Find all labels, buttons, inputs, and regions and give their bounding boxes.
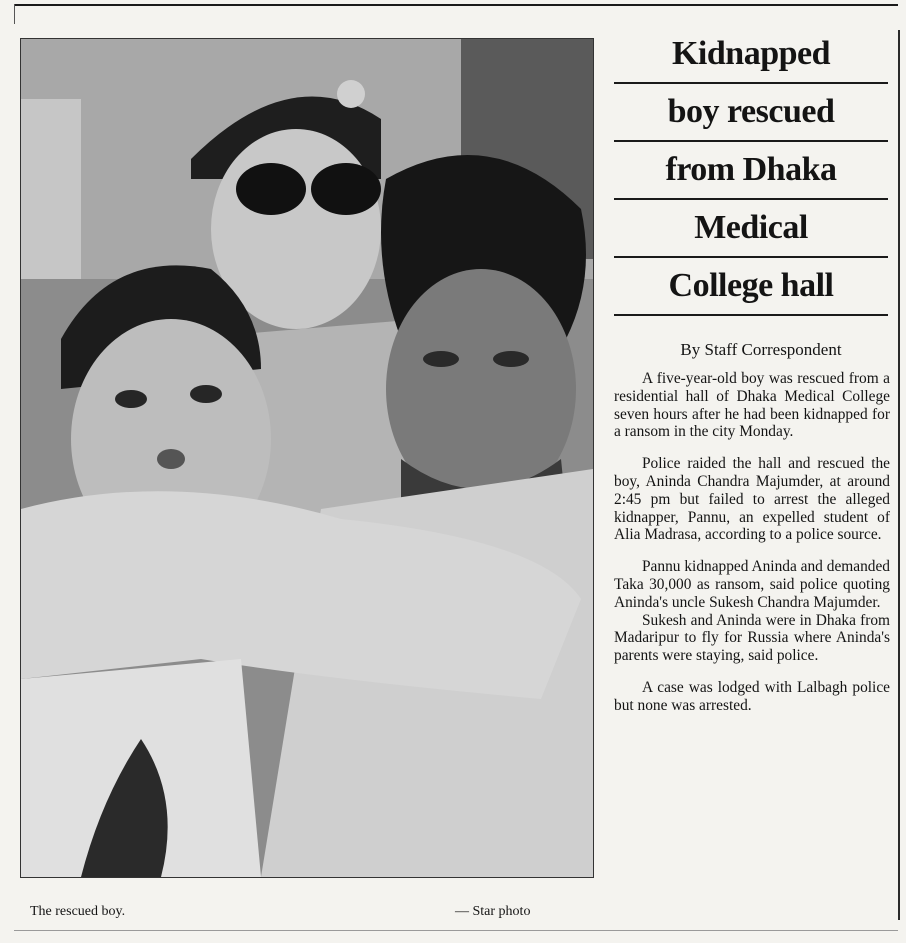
byline: By Staff Correspondent bbox=[680, 340, 842, 359]
article-paragraph: Police raided the hall and rescued the boy, Aninda Chandra Majumder, at around 2:45 pm but failed to arrest the alleged kidnapper, Pannu, an expelled student of Alia Madrasa, according to a police source. bbox=[614, 455, 890, 544]
article-paragraph: Sukesh and Aninda were in Dhaka from Madaripur to fly for Russia where Aninda's parents were staying, said police. bbox=[614, 611, 890, 665]
article-paragraph: A case was lodged with Lalbagh police but none was arrested. bbox=[614, 678, 890, 714]
headline-line: College hall bbox=[614, 258, 888, 316]
headline-line: Medical bbox=[614, 200, 888, 258]
photo-caption: The rescued boy. bbox=[30, 904, 126, 919]
headline-line: boy rescued bbox=[614, 84, 888, 142]
top-rule bbox=[14, 4, 898, 6]
article-paragraph: A five-year-old boy was rescued from a residential hall of Dhaka Medical College seven hours after he had been kidnapped for a ransom in the city Monday. bbox=[614, 370, 890, 441]
photo-credit: — Star photo bbox=[455, 904, 531, 919]
headline-line: from Dhaka bbox=[614, 142, 888, 200]
left-column-rule bbox=[14, 4, 15, 24]
article-paragraph: Pannu kidnapped Aninda and demanded Taka 30,000 as ransom, said police quoting Aninda's uncle Sukesh Chandra Majumder. bbox=[614, 558, 890, 611]
news-photo bbox=[20, 38, 594, 878]
headline bbox=[610, 26, 892, 316]
news-photo-image bbox=[21, 39, 593, 877]
headline-line: Kidnapped bbox=[614, 26, 888, 84]
bottom-rule bbox=[14, 930, 898, 931]
article-body bbox=[614, 370, 890, 729]
right-column-rule bbox=[898, 30, 900, 920]
